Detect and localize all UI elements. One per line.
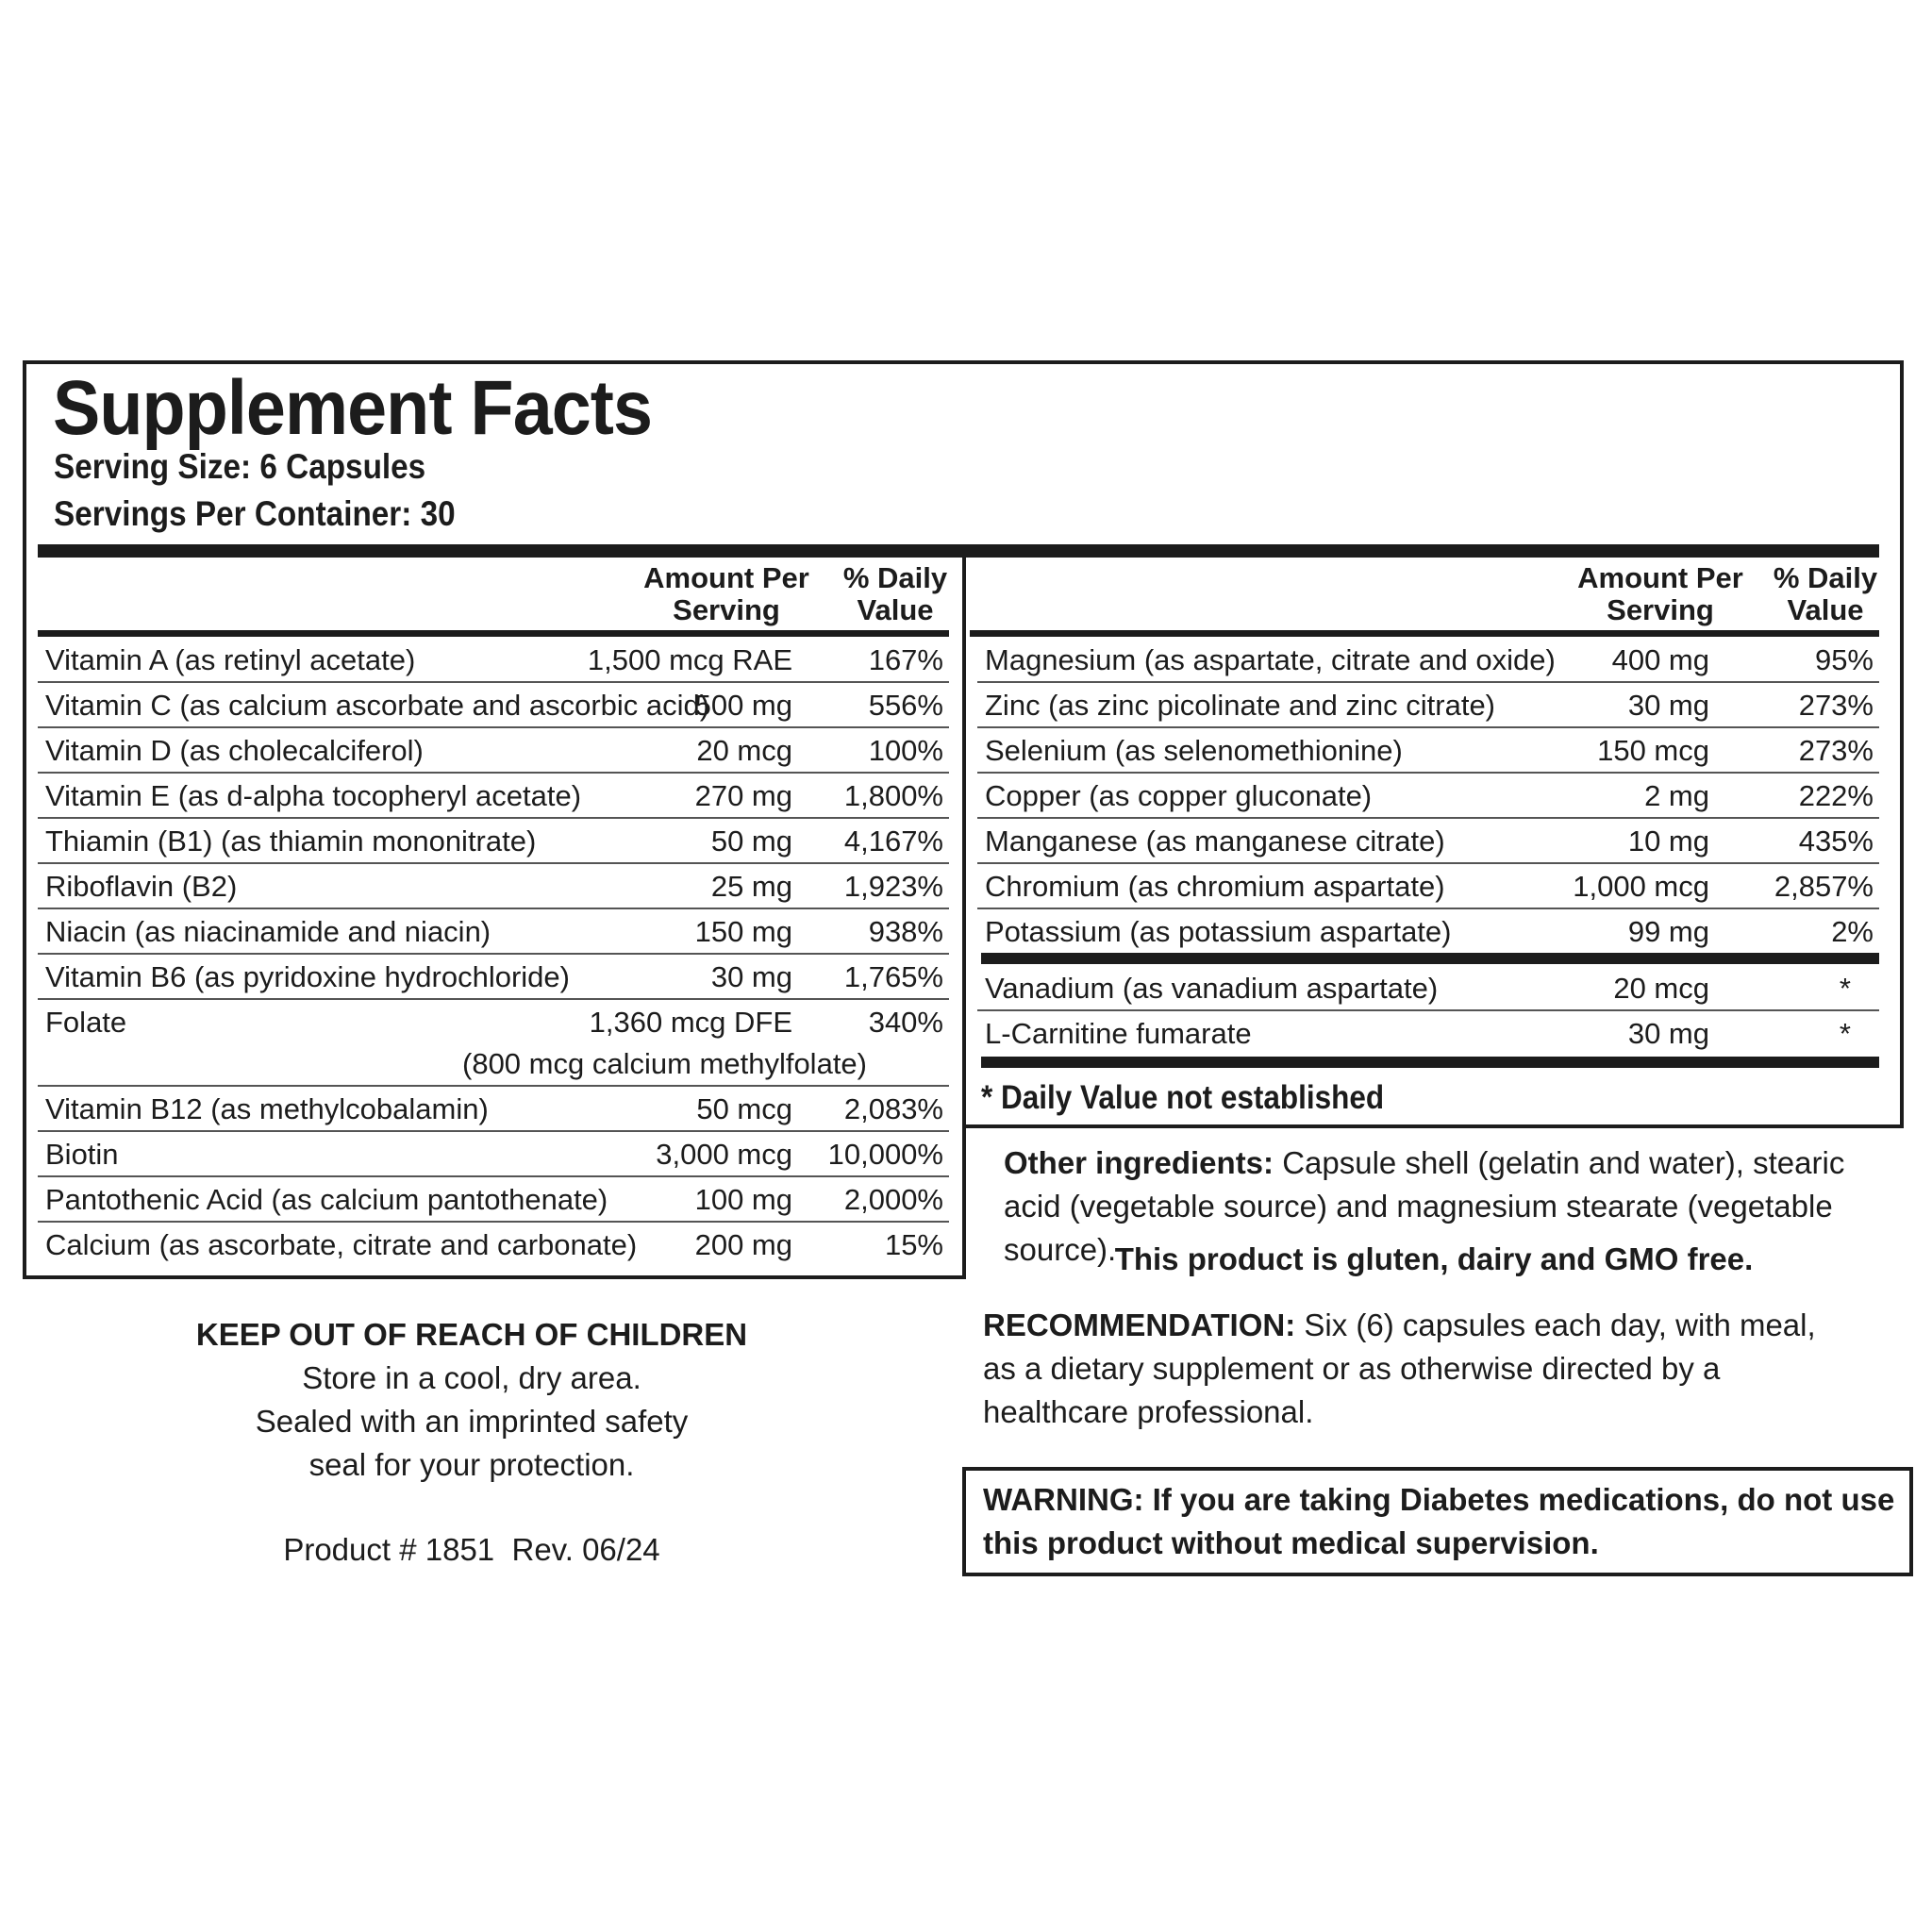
recommendation-text: Six (6) capsules each day, with meal, as a dietary supplement or as otherwise directed by a healthcare professional. (983, 1307, 1816, 1429)
amount-header-line1: Amount Per (1577, 561, 1743, 594)
nutrient-daily-value: 2,083% (843, 1092, 943, 1125)
nutrient-amount: 200 mg (694, 1228, 792, 1261)
right-dv-header (1764, 562, 1887, 626)
table-row (38, 1132, 949, 1177)
nutrient-daily-value: 2,857% (1774, 870, 1874, 903)
table-row (977, 774, 1879, 819)
nutrient-name: Vitamin D (as cholecalciferol) (45, 734, 424, 767)
nutrient-daily-value: 1,800% (843, 779, 943, 812)
nutrient-amount: 10 mg (1627, 824, 1709, 858)
recommendation (983, 1304, 1832, 1434)
table-row (38, 728, 949, 774)
keep-out-warning (132, 1313, 811, 1357)
table-row (38, 683, 949, 728)
nutrient-name: Vitamin B6 (as pyridoxine hydrochloride) (45, 960, 570, 993)
free-from-statement (972, 1238, 1896, 1281)
servings-per-container: Servings Per Container: 30 (54, 494, 456, 533)
panel-outline-bottom-right (962, 1124, 1904, 1128)
table-row (38, 1000, 949, 1087)
product-number: Product # 1851 Rev. 06/24 (283, 1532, 660, 1567)
amount-header-line2: Serving (1607, 593, 1714, 626)
table-row (977, 966, 1879, 1011)
right-amount-header (1575, 562, 1745, 626)
storage-line: Sealed with an imprinted safety (255, 1404, 689, 1439)
dv-header-line2: Value (1787, 593, 1864, 626)
nutrient-amount: 50 mg (710, 824, 792, 858)
nutrient-note: (800 mcg calcium methylfolate) (462, 1047, 867, 1080)
nutrient-amount: 1,360 mcg DFE (589, 1006, 792, 1039)
nutrient-name: Chromium (as chromium aspartate) (985, 870, 1445, 903)
panel-outline-bottom-left (23, 1275, 966, 1279)
storage-line: Store in a cool, dry area. (302, 1360, 641, 1395)
nutrient-name: Manganese (as manganese citrate) (985, 824, 1445, 858)
nutrient-daily-value: 1,765% (843, 960, 943, 993)
storage-line: seal for your protection. (308, 1447, 635, 1482)
page-title: Supplement Facts (53, 365, 653, 451)
dv-header-line1: % Daily (842, 561, 948, 594)
nutrient-daily-value: 1,923% (843, 870, 943, 903)
nutrient-amount: 270 mg (694, 779, 792, 812)
nutrient-name: Magnesium (as aspartate, citrate and oxide) (985, 643, 1556, 676)
nutrient-amount: 500 mg (694, 689, 792, 722)
amount-header-line1: Amount Per (643, 561, 809, 594)
nutrient-amount: 150 mg (694, 915, 792, 948)
nutrient-daily-value: 2,000% (843, 1183, 943, 1216)
table-row (38, 819, 949, 864)
nutrient-daily-value: 273% (1798, 689, 1874, 722)
nutrient-daily-value: 222% (1798, 779, 1874, 812)
dv-header-line2: Value (857, 593, 934, 626)
nutrient-amount: 2 mg (1644, 779, 1709, 812)
nutrient-name: Vitamin B12 (as methylcobalamin) (45, 1092, 489, 1125)
nutrient-amount: 150 mcg (1597, 734, 1709, 767)
nutrient-name: Vanadium (as vanadium aspartate) (985, 972, 1439, 1005)
nutrient-name: Copper (as copper gluconate) (985, 779, 1373, 812)
nutrient-name: Zinc (as zinc picolinate and zinc citrate) (985, 689, 1496, 722)
nutrient-daily-value: 938% (868, 915, 943, 948)
serving-size: Serving Size: 6 Capsules (54, 447, 426, 486)
panel-outline-right (1900, 360, 1904, 1128)
nutrient-daily-value: 4,167% (843, 824, 943, 858)
recommendation-label: RECOMMENDATION: (983, 1307, 1296, 1342)
nutrient-daily-value: 15% (884, 1228, 943, 1261)
nutrient-amount: 30 mg (1627, 689, 1709, 722)
nutrient-daily-value: 2% (1831, 915, 1874, 948)
table-row (38, 955, 949, 1000)
table-row (977, 1011, 1879, 1057)
nutrient-daily-value: 95% (1814, 643, 1874, 676)
storage-instructions (132, 1357, 811, 1487)
nutrient-name: Calcium (as ascorbate, citrate and carbonate) (45, 1228, 638, 1261)
nutrient-name: Selenium (as selenomethionine) (985, 734, 1403, 767)
nutrient-amount: 25 mg (710, 870, 792, 903)
free-from-text: This product is gluten, dairy and GMO free. (1114, 1241, 1754, 1276)
table-row (38, 1087, 949, 1132)
nutrient-amount: 99 mg (1627, 915, 1709, 948)
nutrient-name: Thiamin (B1) (as thiamin mononitrate) (45, 824, 537, 858)
left-amount-header (641, 562, 811, 626)
table-row (38, 864, 949, 909)
nutrient-name: Pantothenic Acid (as calcium pantothenate) (45, 1183, 608, 1216)
nutrient-name: Niacin (as niacinamide and niacin) (45, 915, 491, 948)
table-row (977, 864, 1879, 909)
nutrient-daily-value: * (1839, 1017, 1851, 1050)
nutrient-amount: 30 mg (1627, 1017, 1709, 1050)
nutrient-name: L-Carnitine fumarate (985, 1017, 1252, 1050)
nutrient-daily-value: * (1839, 972, 1851, 1005)
nutrient-amount: 3,000 mcg (656, 1138, 792, 1171)
table-row (38, 1177, 949, 1223)
nutrient-amount: 30 mg (710, 960, 792, 993)
table-row (38, 909, 949, 955)
nutrient-amount: 100 mg (694, 1183, 792, 1216)
footnote: * Daily Value not established (981, 1079, 1385, 1116)
left-dv-header (834, 562, 957, 626)
nutrient-name: Folate (45, 1006, 127, 1039)
nutrient-daily-value: 167% (868, 643, 943, 676)
nutrient-name: Biotin (45, 1138, 119, 1171)
nutrient-name: Vitamin C (as calcium ascorbate and ascorbic acid) (45, 689, 710, 722)
nutrient-daily-value: 340% (868, 1006, 943, 1039)
table-row (38, 774, 949, 819)
nutrient-amount: 1,500 mcg RAE (587, 643, 792, 676)
nutrient-name: Riboflavin (B2) (45, 870, 238, 903)
keep-out-text: KEEP OUT OF REACH OF CHILDREN (195, 1317, 748, 1352)
nutrient-daily-value: 10,000% (827, 1138, 943, 1171)
warning-text: WARNING: If you are taking Diabetes medications, do not use this product without medical supervision. (983, 1482, 1895, 1560)
table-row (977, 683, 1879, 728)
nutrient-amount: 20 mcg (1613, 972, 1709, 1005)
nutrient-name: Vitamin E (as d-alpha tocopheryl acetate) (45, 779, 582, 812)
nutrient-amount: 20 mcg (696, 734, 792, 767)
top-thick-bar (38, 544, 1879, 558)
nutrient-daily-value: 100% (868, 734, 943, 767)
nutrient-daily-value: 273% (1798, 734, 1874, 767)
right-mid-bar (981, 953, 1879, 964)
table-row (38, 638, 949, 683)
table-row (977, 728, 1879, 774)
other-ingredients-text: Capsule shell (gelatin and water), stearic acid (vegetable source) and magnesium stearate (vegetable source). (1004, 1145, 1845, 1267)
column-divider (962, 557, 966, 1279)
table-row (977, 638, 1879, 683)
table-row (38, 1223, 949, 1268)
nutrient-amount: 1,000 mcg (1573, 870, 1709, 903)
other-ingredients-label: Other ingredients: (1004, 1145, 1274, 1180)
nutrient-daily-value: 435% (1798, 824, 1874, 858)
right-header-bar (970, 630, 1879, 637)
nutrient-name: Vitamin A (as retinyl acetate) (45, 643, 416, 676)
right-bottom-bar (981, 1057, 1879, 1068)
nutrient-daily-value: 556% (868, 689, 943, 722)
dv-header-line1: % Daily (1773, 561, 1878, 594)
nutrient-name: Potassium (as potassium aspartate) (985, 915, 1452, 948)
table-row (977, 819, 1879, 864)
left-header-bar (38, 630, 949, 637)
table-row (977, 909, 1879, 955)
panel-outline-left (23, 360, 26, 1279)
warning-box (962, 1467, 1913, 1576)
nutrient-amount: 50 mcg (696, 1092, 792, 1125)
amount-header-line2: Serving (673, 593, 780, 626)
nutrient-amount: 400 mg (1611, 643, 1709, 676)
